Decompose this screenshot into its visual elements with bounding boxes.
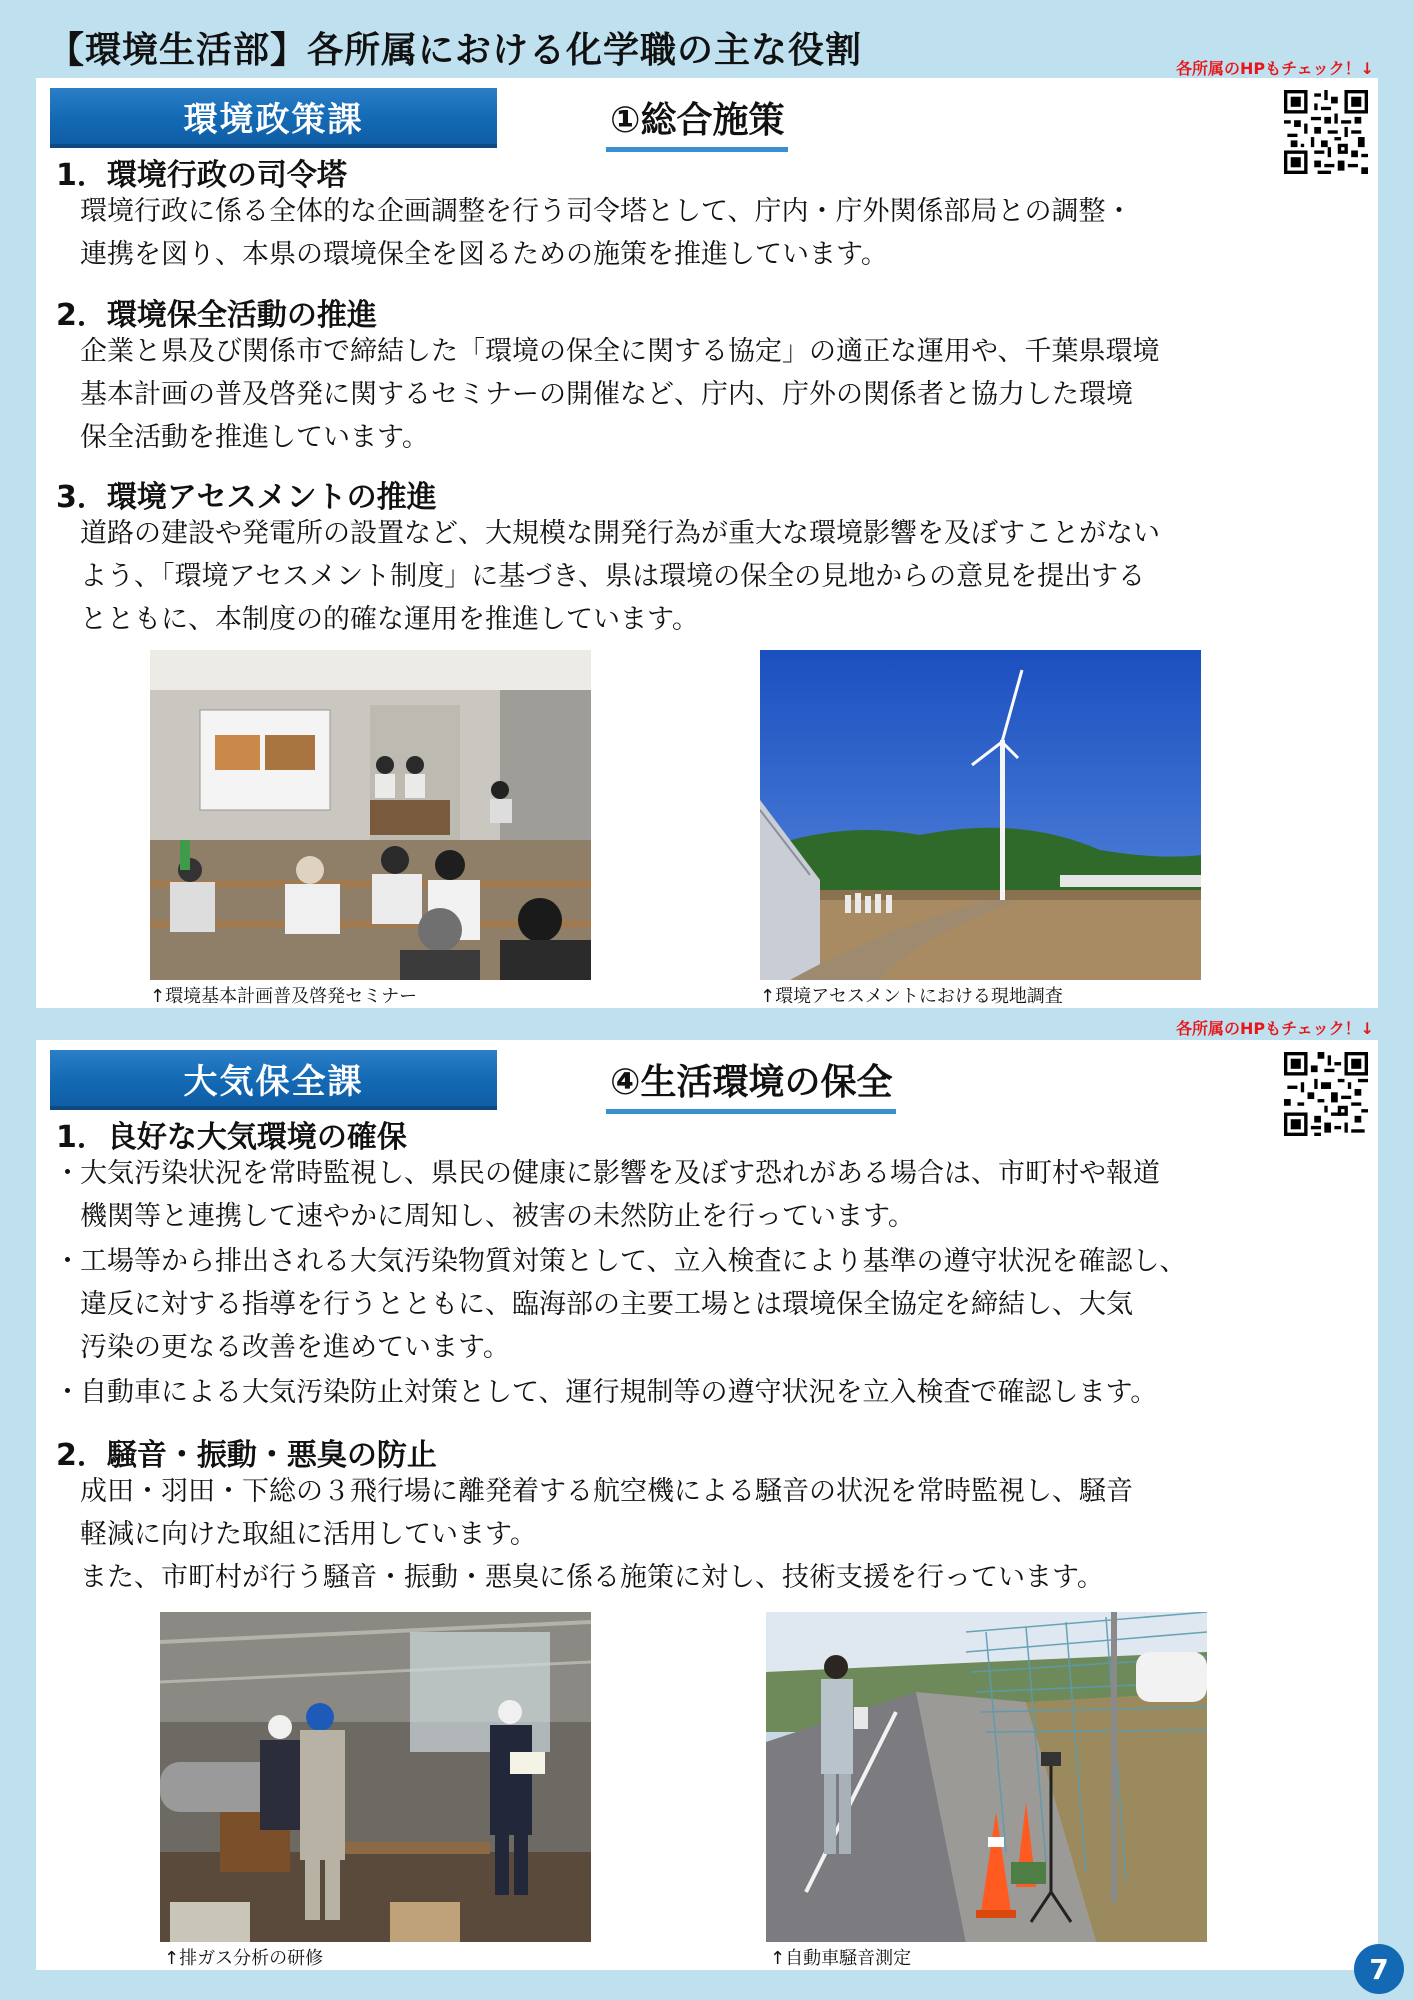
seminar-photo-caption: ↑環境基本計画普及啓発セミナー bbox=[150, 986, 418, 1007]
bullet-text bbox=[80, 1152, 1364, 1238]
text-line: 大気汚染状況を常時監視し、県民の健康に影響を及ぼす恐れがある場合は、市町村や報道 bbox=[80, 1158, 1160, 1189]
assessment-photo-caption: ↑環境アセスメントにおける現地調査 bbox=[760, 986, 1063, 1007]
paragraph-environmental-admin bbox=[80, 190, 1370, 276]
department-label: 環境政策課 bbox=[50, 88, 497, 144]
text-line: 違反に対する指導を行うとともに、臨海部の主要工場とは環境保全協定を締結し、大気 bbox=[80, 1289, 1133, 1320]
list-item bbox=[54, 1152, 1364, 1238]
bullet-mark: ・ bbox=[54, 1246, 81, 1277]
text-line: 工場等から排出される大気汚染物質対策として、立入検査により基準の遵守状況を確認し、 bbox=[80, 1246, 1187, 1277]
text-line: 汚染の更なる改善を進めています。 bbox=[80, 1332, 510, 1363]
text-line: よう、「環境アセスメント制度」に基づき、県は環境の保全の見地からの意見を提出する bbox=[80, 561, 1146, 592]
heading-conservation-activities: 2．環境保全活動の推進 bbox=[56, 298, 377, 333]
hp-check-note-2: 各所属のHPもチェック！↓ bbox=[1175, 1019, 1374, 1038]
text-line: 連携を図り、本県の環境保全を図るための施策を推進しています。 bbox=[80, 239, 888, 270]
qr-code-icon[interactable] bbox=[1284, 1052, 1368, 1136]
bullet-text bbox=[80, 1371, 1364, 1414]
text-line: 企業と県及び関係市で締結した「環境の保全に関する協定」の適正な運用や、千葉県環境 bbox=[80, 336, 1160, 367]
text-line: 基本計画の普及啓発に関するセミナーの開催など、庁内、庁外の関係者と協力した環境 bbox=[80, 379, 1133, 410]
department-label-shadow bbox=[50, 144, 497, 148]
assessment-field-photo bbox=[760, 650, 1201, 980]
vehicle-noise-caption: ↑自動車騒音測定 bbox=[770, 1948, 912, 1969]
text-line: 軽減に向けた取組に活用しています。 bbox=[80, 1519, 537, 1550]
section-environment-policy bbox=[36, 78, 1378, 1008]
text-line: 環境行政に係る全体的な企画調整を行う司令塔として、庁内・庁外関係部局との調整・ bbox=[80, 196, 1133, 227]
text-line: 保全活動を推進しています。 bbox=[80, 422, 429, 453]
list-item bbox=[54, 1371, 1364, 1414]
exhaust-training-caption: ↑排ガス分析の研修 bbox=[164, 1948, 324, 1969]
qr-code-icon[interactable] bbox=[1284, 90, 1368, 174]
seminar-photo bbox=[150, 650, 591, 980]
text-line: 機関等と連携して速やかに周知し、被害の未然防止を行っています。 bbox=[80, 1201, 915, 1232]
hp-check-note: 各所属のHPもチェック！↓ bbox=[1175, 59, 1374, 78]
bullet-text bbox=[80, 1240, 1364, 1369]
list-item bbox=[54, 1240, 1364, 1369]
text-line: 道路の建設や発電所の設置など、大規模な開発行為が重大な環境影響を及ぼすことがない bbox=[80, 518, 1160, 549]
theme-title: ①総合施策 bbox=[606, 92, 788, 152]
theme-title: ④生活環境の保全 bbox=[606, 1054, 896, 1114]
heading-air-environment: 1．良好な大気環境の確保 bbox=[56, 1120, 407, 1155]
text-line: 成田・羽田・下総の３飛行場に離発着する航空機による騒音の状況を常時監視し、騒音 bbox=[80, 1476, 1133, 1507]
bullet-mark: ・ bbox=[54, 1158, 81, 1189]
department-label: 大気保全課 bbox=[50, 1050, 497, 1106]
text-line: また、市町村が行う騒音・振動・悪臭に係る施策に対し、技術支援を行っています。 bbox=[80, 1562, 1104, 1593]
text-line: とともに、本制度の的確な運用を推進しています。 bbox=[80, 604, 699, 635]
exhaust-gas-training-photo bbox=[160, 1612, 591, 1942]
paragraph-environmental-assessment bbox=[80, 512, 1370, 641]
paragraph-conservation-activities bbox=[80, 330, 1370, 459]
bullet-mark: ・ bbox=[54, 1377, 81, 1408]
department-label-shadow bbox=[50, 1106, 497, 1110]
heading-environmental-assessment: 3．環境アセスメントの推進 bbox=[56, 480, 437, 515]
paragraph-noise-odor bbox=[80, 1470, 1370, 1599]
page-number: 7 bbox=[1354, 1944, 1404, 1994]
heading-noise-odor: 2．騒音・振動・悪臭の防止 bbox=[56, 1438, 437, 1473]
text-line: 自動車による大気汚染防止対策として、運行規制等の遵守状況を立入検査で確認します。 bbox=[80, 1377, 1158, 1408]
section-air-quality bbox=[36, 1040, 1378, 1970]
vehicle-noise-measurement-photo bbox=[766, 1612, 1207, 1942]
page-title: 【環境生活部】各所属における化学職の主な役割 bbox=[48, 30, 863, 71]
heading-environmental-admin: 1．環境行政の司令塔 bbox=[56, 158, 347, 193]
